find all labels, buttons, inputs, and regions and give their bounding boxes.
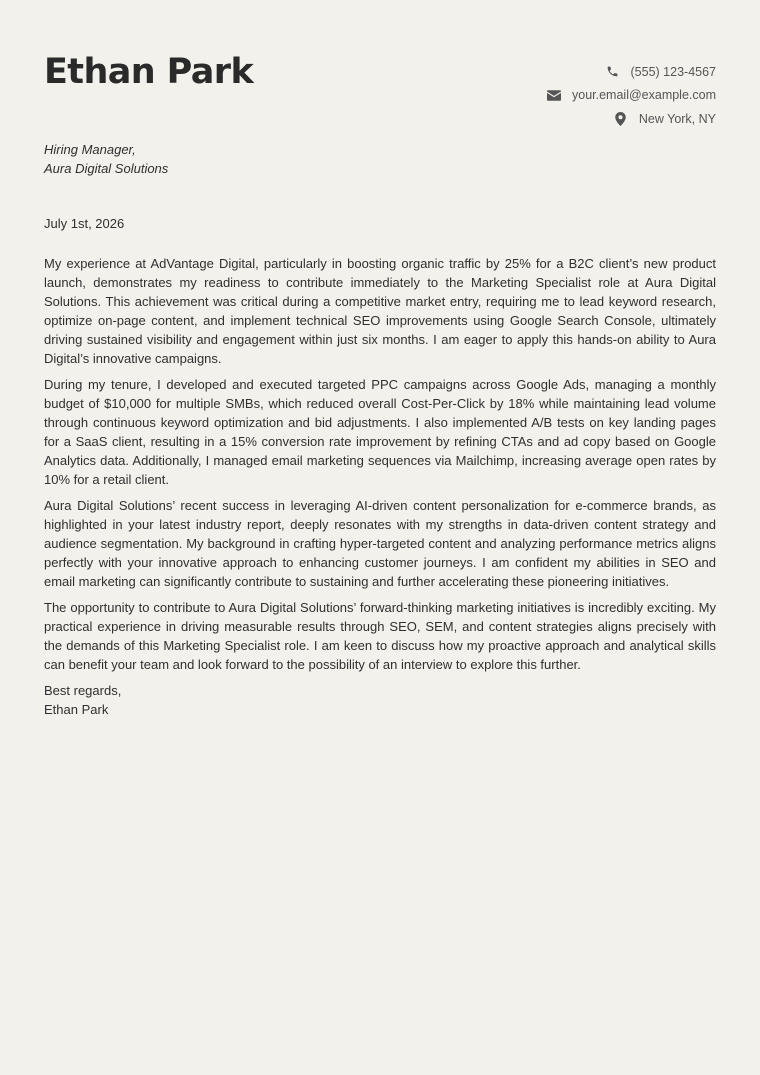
- body-paragraph: My experience at AdVantage Digital, particularly in boosting organic traffic by 25% for a B2C client’s new product launch, demonstrates my readiness to contribute immediately to the Marketing Specialist role at Aura Digital Solutions. This achievement was critical during a competitive market entry, requiring me to lead keyword research, optimize on-page content, and implement technical SEO improvements using Google Search Console, ultimately driving sustained visibility and engagement within just six months. I am eager to apply this hands-on ability to Aura Digital’s innovative campaigns.: [44, 256, 716, 366]
- letter-header: [44, 0, 716, 130]
- contact-location-row: [546, 107, 716, 131]
- contact-info: [546, 60, 716, 131]
- contact-phone[interactable]: (555) 123-4567: [630, 64, 716, 79]
- body-paragraph: During my tenure, I developed and executed targeted PPC campaigns across Google Ads, managing a monthly budget of $10,000 for multiple SMBs, which reduced overall Cost-Per-Click by 18% while maintaining lead volume through continuous keyword optimization and bid adjustments. I also implemented A/B tests on key landing pages for a SaaS client, resulting in a 15% conversion rate improvement by refining CTAs and ad copy based on Google Analytics data. Additionally, I managed email marketing sequences via Mailchimp, increasing average open rates by 10% for a retail client.: [44, 377, 716, 487]
- closing-signature: Ethan Park: [44, 702, 109, 717]
- contact-location: New York, NY: [638, 111, 716, 126]
- envelope-icon: [546, 87, 562, 103]
- letter-date: July 1st, 2026: [44, 216, 125, 231]
- recipient-title: Hiring Manager,: [44, 142, 136, 157]
- body-paragraph: Aura Digital Solutions’ recent success in leveraging AI-driven content personalization for e-commerce brands, as highlighted in your latest industry report, deeply resonates with my strengths in data-driven content strategy and audience segmentation. My background in crafting hyper-targeted content and analyzing performance metrics aligns perfectly with your innovative approach to enhancing customer journeys. I am confident my abilities in SEO and email marketing can significantly contribute to sustaining and further accelerating these pioneering initiatives.: [44, 498, 716, 589]
- letter-body: [44, 254, 716, 719]
- contact-email[interactable]: your.email@example.com: [572, 88, 716, 103]
- applicant-name: Ethan Park: [44, 52, 254, 92]
- recipient-company: Aura Digital Solutions: [44, 161, 169, 176]
- closing-block: [44, 681, 716, 719]
- contact-email-row: [546, 84, 716, 108]
- phone-icon: [605, 64, 621, 80]
- body-paragraph: The opportunity to contribute to Aura Digital Solutions’ forward-thinking marketing initiatives is incredibly exciting. My practical experience in driving measurable results through SEO, SEM, and content strategies aligns precisely with the demands of this Marketing Specialist role. I am keen to discuss how my proactive approach and analytical skills can benefit your team and look forward to the possibility of an interview to explore this further.: [44, 600, 716, 672]
- map-pin-icon: [613, 111, 629, 127]
- contact-phone-row: [546, 60, 716, 84]
- closing-salutation: Best regards,: [44, 683, 122, 698]
- recipient-block: [44, 140, 168, 178]
